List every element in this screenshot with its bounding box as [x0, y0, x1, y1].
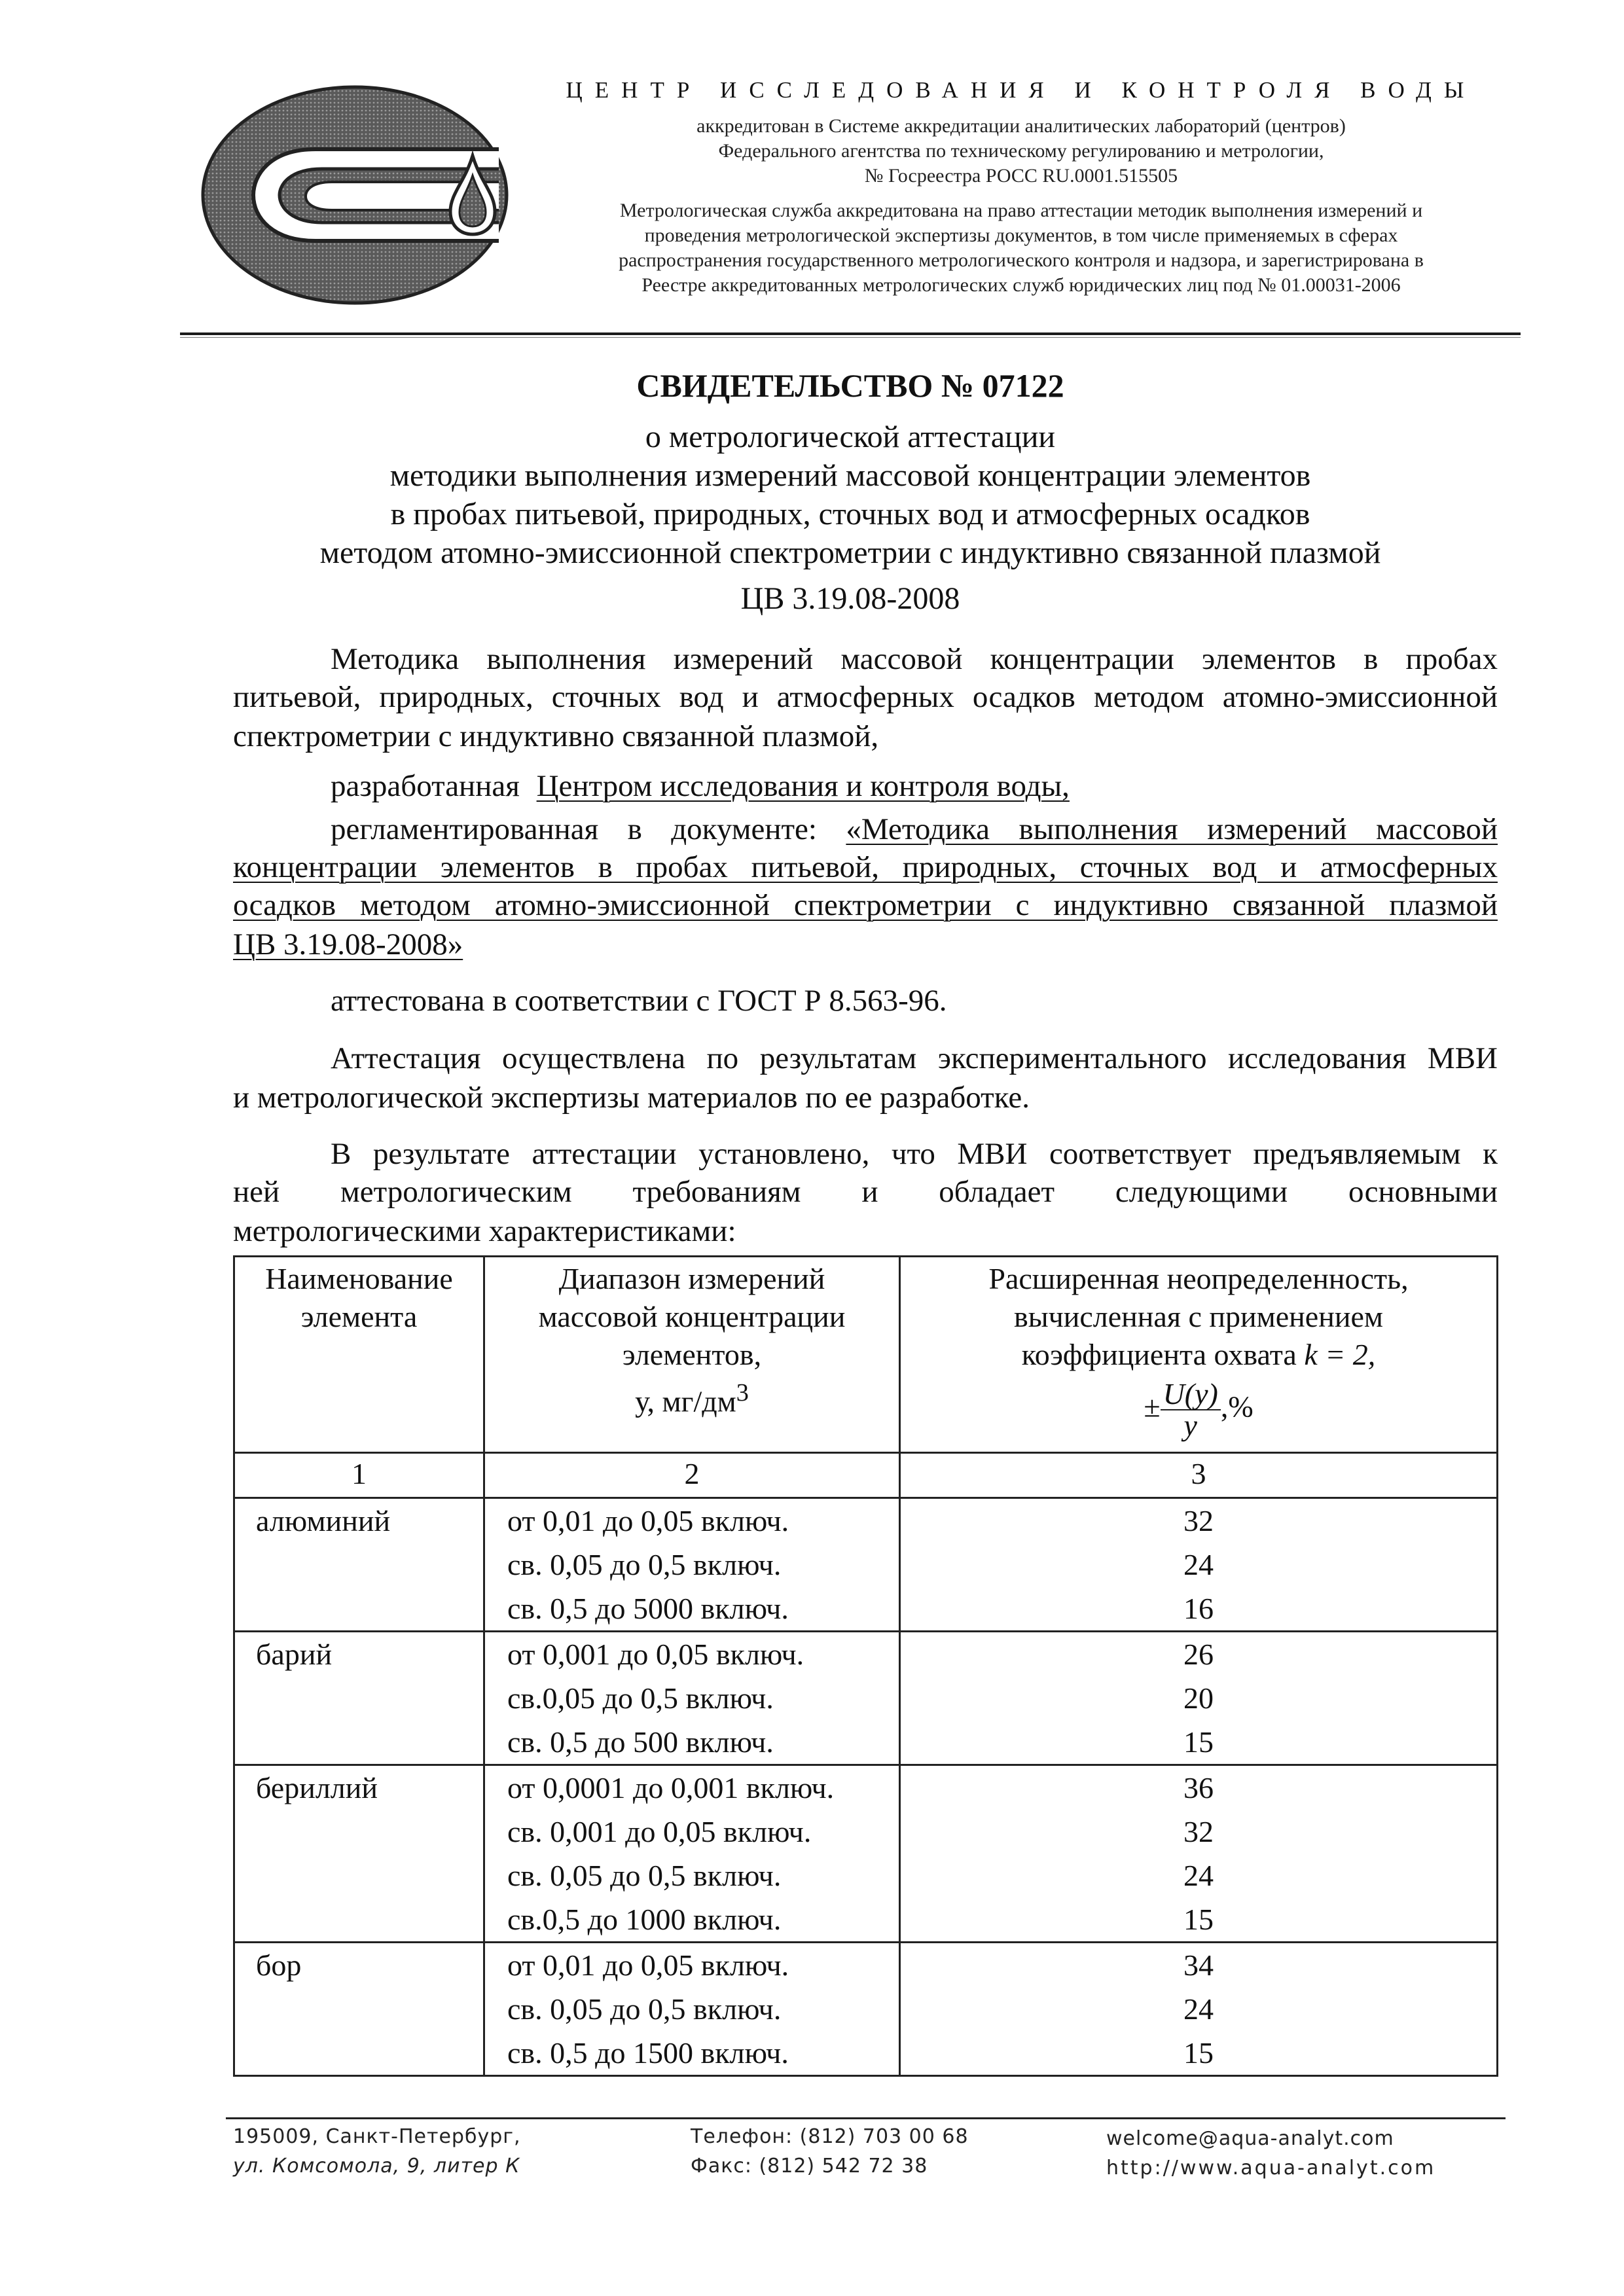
element-name: бор — [234, 1943, 484, 2076]
header-col1-line: Наименование — [265, 1262, 453, 1295]
formula-prefix: ± — [1144, 1390, 1161, 1424]
regulated-doc-line-3: осадков методом атомно-эмиссионной спектрометрии с индуктивно связанной плазмой — [233, 888, 1498, 922]
metrology-line-2: проведения метрологической экспертизы документов, в том числе применяемых в сферах — [644, 224, 1398, 246]
uncertainty-value: 15 — [1183, 1903, 1214, 1936]
header-col2-unit-line — [485, 1374, 899, 1420]
metrology-line-3: распространения государственного метрологического контроля и надзора, и зарегистрирована в — [619, 249, 1424, 271]
uncertainty-values — [900, 1632, 1498, 1765]
uncertainty-value: 24 — [1183, 1859, 1214, 1892]
footer-address-line-2: ул. Комсомола, 9, литер К — [233, 2155, 520, 2178]
header-col2-line: массовой концентрации — [538, 1300, 846, 1333]
header-divider-thin — [180, 337, 1521, 338]
range-value: св.0,5 до 1000 включ. — [507, 1903, 782, 1936]
uncertainty-value: 36 — [1183, 1771, 1214, 1804]
regulated-doc-line-2: концентрации элементов в пробах питьевой, природных, сточных вод и атмосферных — [233, 850, 1498, 884]
regulated-label: регламентированная в документе: — [331, 812, 817, 846]
header-element-name — [234, 1257, 484, 1453]
footer-website-link[interactable]: http://www.aqua-analyt.com — [1106, 2157, 1436, 2179]
fraction-denominator: y — [1183, 1408, 1197, 1442]
para3-line-1: В результате аттестации установлено, что МВИ соответствует предъявляемым к — [331, 1137, 1498, 1171]
organization-logo — [191, 77, 518, 313]
uncertainty-values — [900, 1765, 1498, 1943]
developer-name: Центром исследования и контроля воды, — [536, 769, 1070, 803]
regulated-doc-line-1: «Методика выполнения измерений массовой — [846, 812, 1498, 846]
uncertainty-values — [900, 1498, 1498, 1632]
column-number-row — [234, 1453, 1498, 1498]
uncertainty-value: 24 — [1183, 1548, 1214, 1581]
formula-suffix: ,% — [1220, 1390, 1254, 1424]
uncertainty-value: 32 — [1183, 1504, 1214, 1537]
metrology-line-1: Метрологическая служба аккредитована на право аттестации методик выполнения измерений и — [619, 200, 1423, 221]
method-code: ЦВ 3.19.08-2008 — [740, 581, 960, 616]
certificate-subtitle-3: в пробах питьевой, природных, сточных вод и атмосферных осадков — [390, 497, 1310, 531]
range-value: от 0,01 до 0,05 включ. — [507, 1948, 789, 1982]
para1-line-2: питьевой, природных, сточных вод и атмосферных осадков методом атомно-эмиссионной — [233, 680, 1498, 714]
para2-line-2: и метрологической экспертизы материалов по ее разработке. — [233, 1081, 1030, 1115]
header-col2-line: Диапазон измерений — [558, 1262, 825, 1295]
range-value: св. 0,001 до 0,05 включ. — [507, 1815, 812, 1848]
range-value: св. 0,05 до 0,5 включ. — [507, 1992, 782, 2026]
footer-email-link[interactable]: welcome@aqua-analyt.com — [1106, 2127, 1394, 2150]
measurement-ranges — [484, 1943, 900, 2076]
header-col1-line: элемента — [300, 1300, 418, 1333]
measurement-ranges — [484, 1498, 900, 1632]
regulated-doc-line-4: ЦВ 3.19.08-2008» — [233, 927, 463, 961]
header-col3-line: коэффициента охвата — [1021, 1338, 1297, 1371]
header-col3-formula — [901, 1379, 1496, 1441]
uncertainty-value: 26 — [1183, 1638, 1214, 1671]
column-number: 2 — [484, 1453, 900, 1498]
uncertainty-value: 15 — [1183, 2036, 1214, 2070]
range-value: от 0,0001 до 0,001 включ. — [507, 1771, 835, 1804]
developed-line — [331, 767, 1070, 805]
organization-name: ЦЕНТР ИССЛЕДОВАНИЯ И КОНТРОЛЯ ВОДЫ — [566, 77, 1477, 103]
header-col2-unit: у, мг/дм — [635, 1384, 736, 1418]
footer-address-line-1: 195009, Санкт-Петербург, — [233, 2125, 521, 2148]
regulated-line — [331, 812, 1498, 847]
range-value: св. 0,5 до 5000 включ. — [507, 1592, 789, 1625]
fraction-numerator: U(y) — [1161, 1379, 1221, 1410]
footer-divider — [226, 2117, 1506, 2119]
range-value: св. 0,05 до 0,5 включ. — [507, 1859, 782, 1892]
uncertainty-values — [900, 1943, 1498, 2076]
certificate-title: СВИДЕТЕЛЬСТВО № 07122 — [636, 367, 1064, 404]
certificate-subtitle-4: методом атомно-эмиссионной спектрометрии с индуктивно связанной плазмой — [319, 535, 1381, 570]
accreditation-line-2: Федерального агентства по техническому регулированию и метрологии, — [718, 140, 1324, 162]
uncertainty-value: 15 — [1183, 1725, 1214, 1759]
para3-line-3: метрологическими характеристиками: — [233, 1214, 736, 1248]
footer-fax: Факс: (812) 542 72 38 — [691, 2155, 928, 2178]
range-value: св. 0,5 до 1500 включ. — [507, 2036, 789, 2070]
header-col3-k: k = 2, — [1304, 1338, 1376, 1371]
table-row — [234, 1943, 1498, 2076]
column-number: 3 — [900, 1453, 1498, 1498]
table-row — [234, 1632, 1498, 1765]
accreditation-line-1: аккредитован в Системе аккредитации аналитических лабораторий (центров) — [696, 115, 1346, 137]
range-value: св. 0,5 до 500 включ. — [507, 1725, 774, 1759]
uncertainty-value: 32 — [1183, 1815, 1214, 1848]
measurement-ranges — [484, 1632, 900, 1765]
column-number: 1 — [234, 1453, 484, 1498]
uncertainty-value: 34 — [1183, 1948, 1214, 1982]
para1-line-3: спектрометрии с индуктивно связанной плазмой, — [233, 719, 879, 753]
footer-phone: Телефон: (812) 703 00 68 — [691, 2125, 969, 2148]
measurement-ranges — [484, 1765, 900, 1943]
header-col3-k-line — [901, 1336, 1496, 1374]
accreditation-line-3: № Госреестра РОСС RU.0001.515505 — [864, 165, 1178, 187]
uncertainty-value: 16 — [1183, 1592, 1214, 1625]
header-measurement-range — [484, 1257, 900, 1453]
header-expanded-uncertainty — [900, 1257, 1498, 1453]
uncertainty-fraction — [1161, 1379, 1221, 1441]
range-value: св.0,05 до 0,5 включ. — [507, 1681, 774, 1715]
range-value: от 0,001 до 0,05 включ. — [507, 1638, 804, 1671]
element-name: барий — [234, 1632, 484, 1765]
uncertainty-value: 24 — [1183, 1992, 1214, 2026]
table-row — [234, 1765, 1498, 1943]
para1-line-1: Методика выполнения измерений массовой концентрации элементов в пробах — [331, 642, 1498, 676]
element-name: бериллий — [234, 1765, 484, 1943]
range-value: св. 0,05 до 0,5 включ. — [507, 1548, 782, 1581]
header-col2-line: элементов, — [622, 1338, 762, 1371]
uncertainty-value: 20 — [1183, 1681, 1214, 1715]
para2-line-1: Аттестация осуществлена по результатам экспериментального исследования МВИ — [331, 1041, 1498, 1075]
table-row — [234, 1498, 1498, 1632]
header-col3-line: вычисленная с применением — [1014, 1300, 1383, 1333]
range-value: от 0,01 до 0,05 включ. — [507, 1504, 789, 1537]
certificate-subtitle-2: методики выполнения измерений массовой концентрации элементов — [389, 458, 1311, 493]
metrological-characteristics-table — [233, 1255, 1498, 2077]
metrology-line-4: Реестре аккредитованных метрологических служб юридических лиц под № 01.00031-2006 — [641, 274, 1401, 296]
header-col2-sup: 3 — [736, 1379, 749, 1407]
para3-line-2: ней метрологическим требованиям и обладает следующими основными — [233, 1175, 1498, 1209]
developed-label: разработанная — [331, 769, 520, 803]
header-divider — [180, 332, 1521, 335]
element-name: алюминий — [234, 1498, 484, 1632]
attested-line: аттестована в соответствии с ГОСТ Р 8.563-96. — [331, 984, 947, 1018]
header-col3-line: Расширенная неопределенность, — [988, 1262, 1409, 1295]
certificate-subtitle-1: о метрологической аттестации — [645, 420, 1056, 454]
